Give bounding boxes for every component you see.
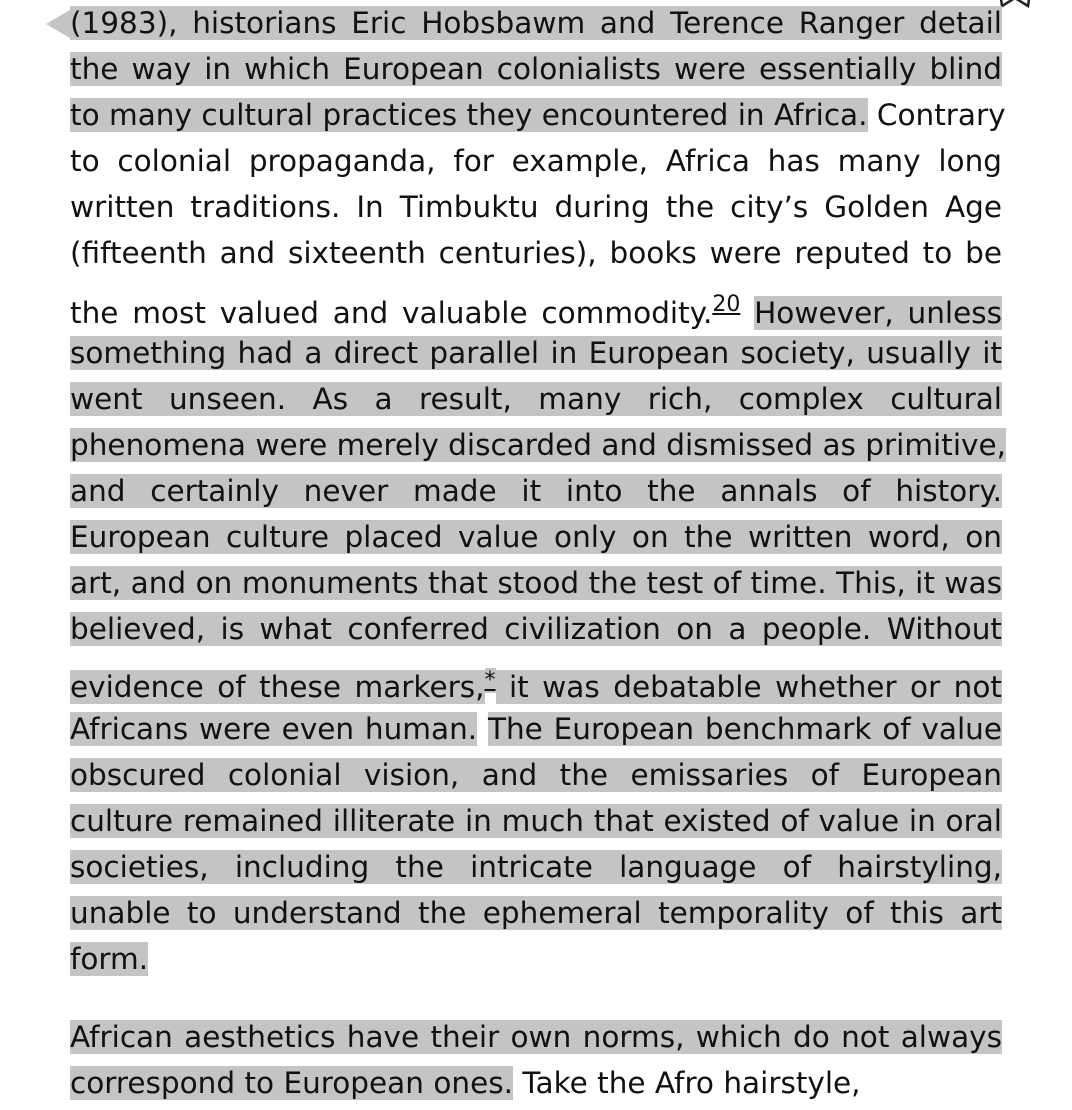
bookmark-icon[interactable] [998,0,1032,14]
text-line[interactable] [70,798,1002,844]
highlighted-text[interactable]: (1983), historians Eric Hobsbawm and Terence Ranger detail [70,6,1002,40]
text-line[interactable] [70,514,1002,560]
highlighted-text[interactable]: to many cultural practices they encountered in Africa. [70,98,868,132]
text-line[interactable] [70,706,1002,752]
text-line[interactable] [70,376,1002,422]
highlighted-text[interactable]: obscured colonial vision, and the emissaries of European [70,758,1002,792]
highlighted-text[interactable]: went unseen. As a result, many rich, complex cultural [70,382,1002,416]
text-line[interactable] [70,138,1002,184]
plain-text: to colonial propaganda, for example, Africa has many long [70,144,1002,178]
plain-text: (fifteenth and sixteenth centuries), books were reputed to be [70,236,1002,270]
highlighted-text[interactable]: Africans were even human. [70,712,478,746]
paragraph-2 [70,1014,1002,1106]
plain-text: the most valued and valuable commodity. [70,296,713,330]
highlighted-text[interactable]: The European benchmark of value [487,712,1002,746]
text-line[interactable] [70,468,1002,514]
text-line[interactable] [70,936,1002,982]
footnote-link[interactable]: 20 [712,292,741,317]
plain-text: written traditions. In Timbuktu during the city’s Golden Age [70,190,1002,224]
highlighted-text[interactable]: believed, is what conferred civilization on a people. Without [70,612,1002,646]
highlighted-text[interactable]: societies, including the intricate language of hairstyling, [70,850,1002,884]
highlighted-text[interactable]: However, unless [754,296,1002,330]
highlighted-text[interactable]: and certainly never made it into the annals of history. [70,474,1002,508]
text-line[interactable] [70,560,1002,606]
highlighted-text[interactable]: correspond to European ones. [70,1066,513,1100]
text-line[interactable] [70,0,1002,46]
text-line[interactable] [70,652,1002,706]
highlighted-text[interactable]: phenomena were merely discarded and dismissed as primitive, [70,428,1007,462]
highlighted-text[interactable]: it was debatable whether or not [495,670,1002,704]
highlighted-text[interactable]: art, and on monuments that stood the test of time. This, it was [70,566,1002,600]
text-line[interactable] [70,422,1007,468]
text-line[interactable] [70,230,1002,276]
highlighted-text[interactable]: something had a direct parallel in European society, usually it [70,336,1002,370]
plain-text: Take the Afro hairstyle, [512,1066,861,1100]
plain-text [477,712,488,746]
text-line[interactable] [70,92,1006,138]
text-line[interactable] [70,46,1002,92]
highlighted-text[interactable]: African aesthetics have their own norms, which do not always [70,1020,1002,1054]
text-line[interactable] [70,752,1002,798]
footnote-link[interactable]: * [484,668,496,693]
text-line[interactable] [70,1014,1002,1060]
text-line[interactable] [70,1060,1002,1106]
highlighted-text[interactable]: culture remained illiterate in much that existed of value in oral [70,804,1002,838]
reading-pane [70,0,1007,1106]
highlighted-text[interactable]: form. [70,942,149,976]
plain-text: Contrary [867,98,1006,132]
text-line[interactable] [70,844,1002,890]
paragraph-1 [70,0,1007,982]
text-line[interactable] [70,606,1002,652]
text-line[interactable] [70,276,1002,330]
highlighted-text[interactable]: European culture placed value only on the written word, on [70,520,1002,554]
highlight-start-marker[interactable] [46,10,70,38]
text-line[interactable] [70,890,1002,936]
text-line[interactable] [70,184,1002,230]
highlighted-text[interactable]: evidence of these markers, [70,670,485,704]
text-line[interactable] [70,330,1002,376]
highlighted-text[interactable]: the way in which European colonialists were essentially blind [70,52,1002,86]
highlighted-text[interactable]: unable to understand the ephemeral temporality of this art [70,896,1002,930]
